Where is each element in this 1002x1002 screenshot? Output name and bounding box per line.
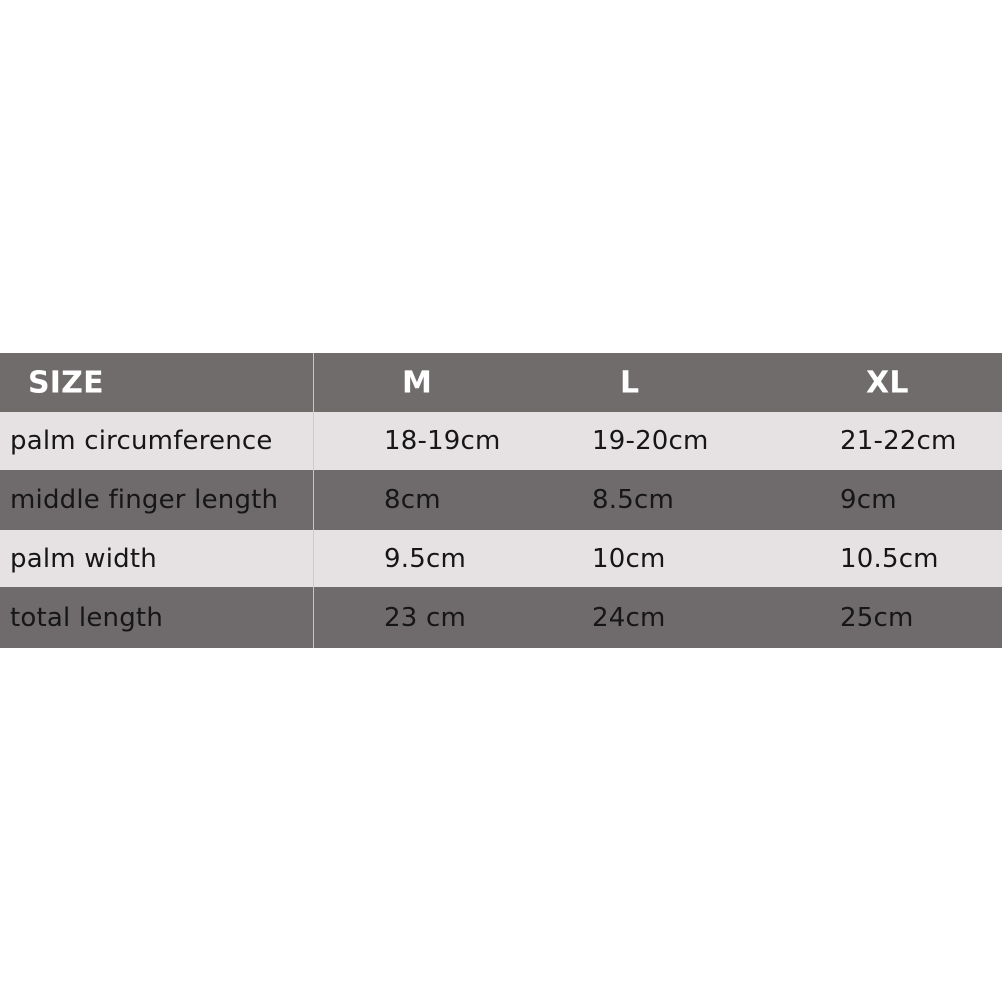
cell-m: 9.5cm bbox=[384, 543, 466, 574]
cell-xl: 10.5cm bbox=[840, 543, 939, 574]
column-divider bbox=[313, 530, 314, 587]
cell-m: 18-19cm bbox=[384, 426, 501, 456]
column-divider bbox=[313, 353, 314, 412]
row-label: total length bbox=[10, 602, 163, 633]
cell-xl: 21-22cm bbox=[840, 426, 957, 456]
column-divider bbox=[313, 412, 314, 470]
row-label: middle finger length bbox=[10, 485, 279, 515]
size-header-label: SIZE bbox=[28, 365, 104, 400]
size-chart-table bbox=[0, 353, 1002, 648]
size-header-m: M bbox=[402, 365, 433, 400]
cell-l: 10cm bbox=[592, 543, 666, 574]
table-row bbox=[0, 587, 1002, 648]
size-header-xl: XL bbox=[866, 365, 909, 400]
cell-m: 23 cm bbox=[384, 602, 466, 633]
table-header-row bbox=[0, 353, 1002, 412]
table-row bbox=[0, 530, 1002, 587]
row-label: palm circumference bbox=[10, 426, 273, 456]
size-header-l: L bbox=[620, 365, 640, 400]
column-divider bbox=[313, 587, 314, 648]
table-row bbox=[0, 470, 1002, 530]
cell-xl: 9cm bbox=[840, 485, 897, 515]
cell-xl: 25cm bbox=[840, 602, 914, 633]
row-label: palm width bbox=[10, 543, 157, 574]
table-row bbox=[0, 412, 1002, 470]
column-divider bbox=[313, 470, 314, 530]
cell-m: 8cm bbox=[384, 485, 441, 515]
cell-l: 8.5cm bbox=[592, 485, 674, 515]
cell-l: 24cm bbox=[592, 602, 666, 633]
cell-l: 19-20cm bbox=[592, 426, 709, 456]
